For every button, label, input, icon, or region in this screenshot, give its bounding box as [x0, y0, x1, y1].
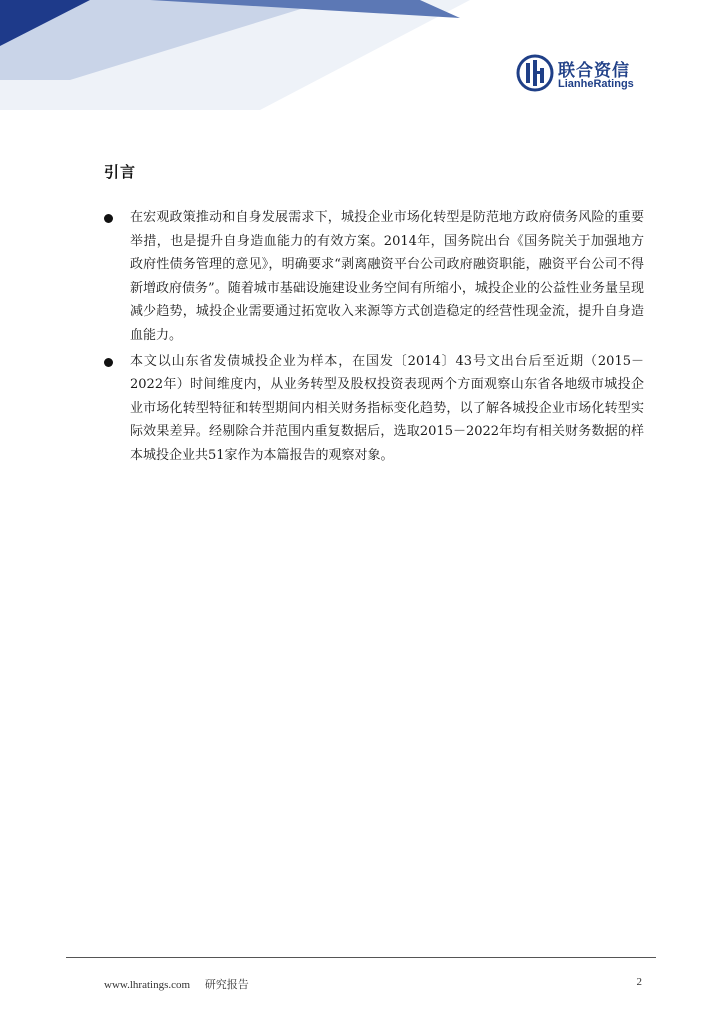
bullet-text: 本文以山东省发债城投企业为样本，在国发〔2014〕43号文出台后至近期（2015－2022年）时间维度内，从业务转型及股权投资表现两个方面观察山东省各地级市城投企业市场化转型特征和转型期间内相关财务指标变化趋势，以了解各城投企业市场化转型实际效果差异。经剔除合并范围内重复数据后，选取2015－2022年均有相关财务数据的样本城投企业共51家作为本篇报告的观察对象。: [130, 353, 644, 463]
bullet-text: 在宏观政策推动和自身发展需求下，城投企业市场化转型是防范地方政府债务风险的重要举措，也是提升自身造血能力的有效方案。2014年，国务院出台《国务院关于加强地方政府性债务管理的意见》，明确要求“剥离融资平台公司政府融资职能，融资平台公司不得新增政府债务”。随着城市基础设施建设业务空间有所缩小，城投企业的公益性业务量呈现减少趋势，城投企业需要通过拓宽收入来源等方式创造稳定的经营性现金流，提升自身造血能力。: [130, 210, 644, 343]
bullet-list: [104, 206, 644, 470]
footer-website-link[interactable]: www.lhratings.com: [104, 979, 191, 991]
bullet-item: [104, 206, 644, 348]
lianhe-logo-icon: [516, 54, 554, 92]
bullet-item: [104, 350, 644, 468]
section-title: 引言: [104, 163, 137, 181]
bullet-dot-icon: [104, 358, 113, 367]
footer-divider: [66, 957, 656, 958]
page-number: 2: [636, 976, 642, 988]
footer-label: 研究报告: [204, 979, 249, 991]
brand-logo: [516, 54, 646, 94]
brand-name-cn: 联合资信: [558, 61, 630, 81]
footer-left: [104, 976, 249, 992]
bullet-dot-icon: [104, 214, 113, 223]
brand-name-en: LianheRatings: [558, 78, 634, 90]
